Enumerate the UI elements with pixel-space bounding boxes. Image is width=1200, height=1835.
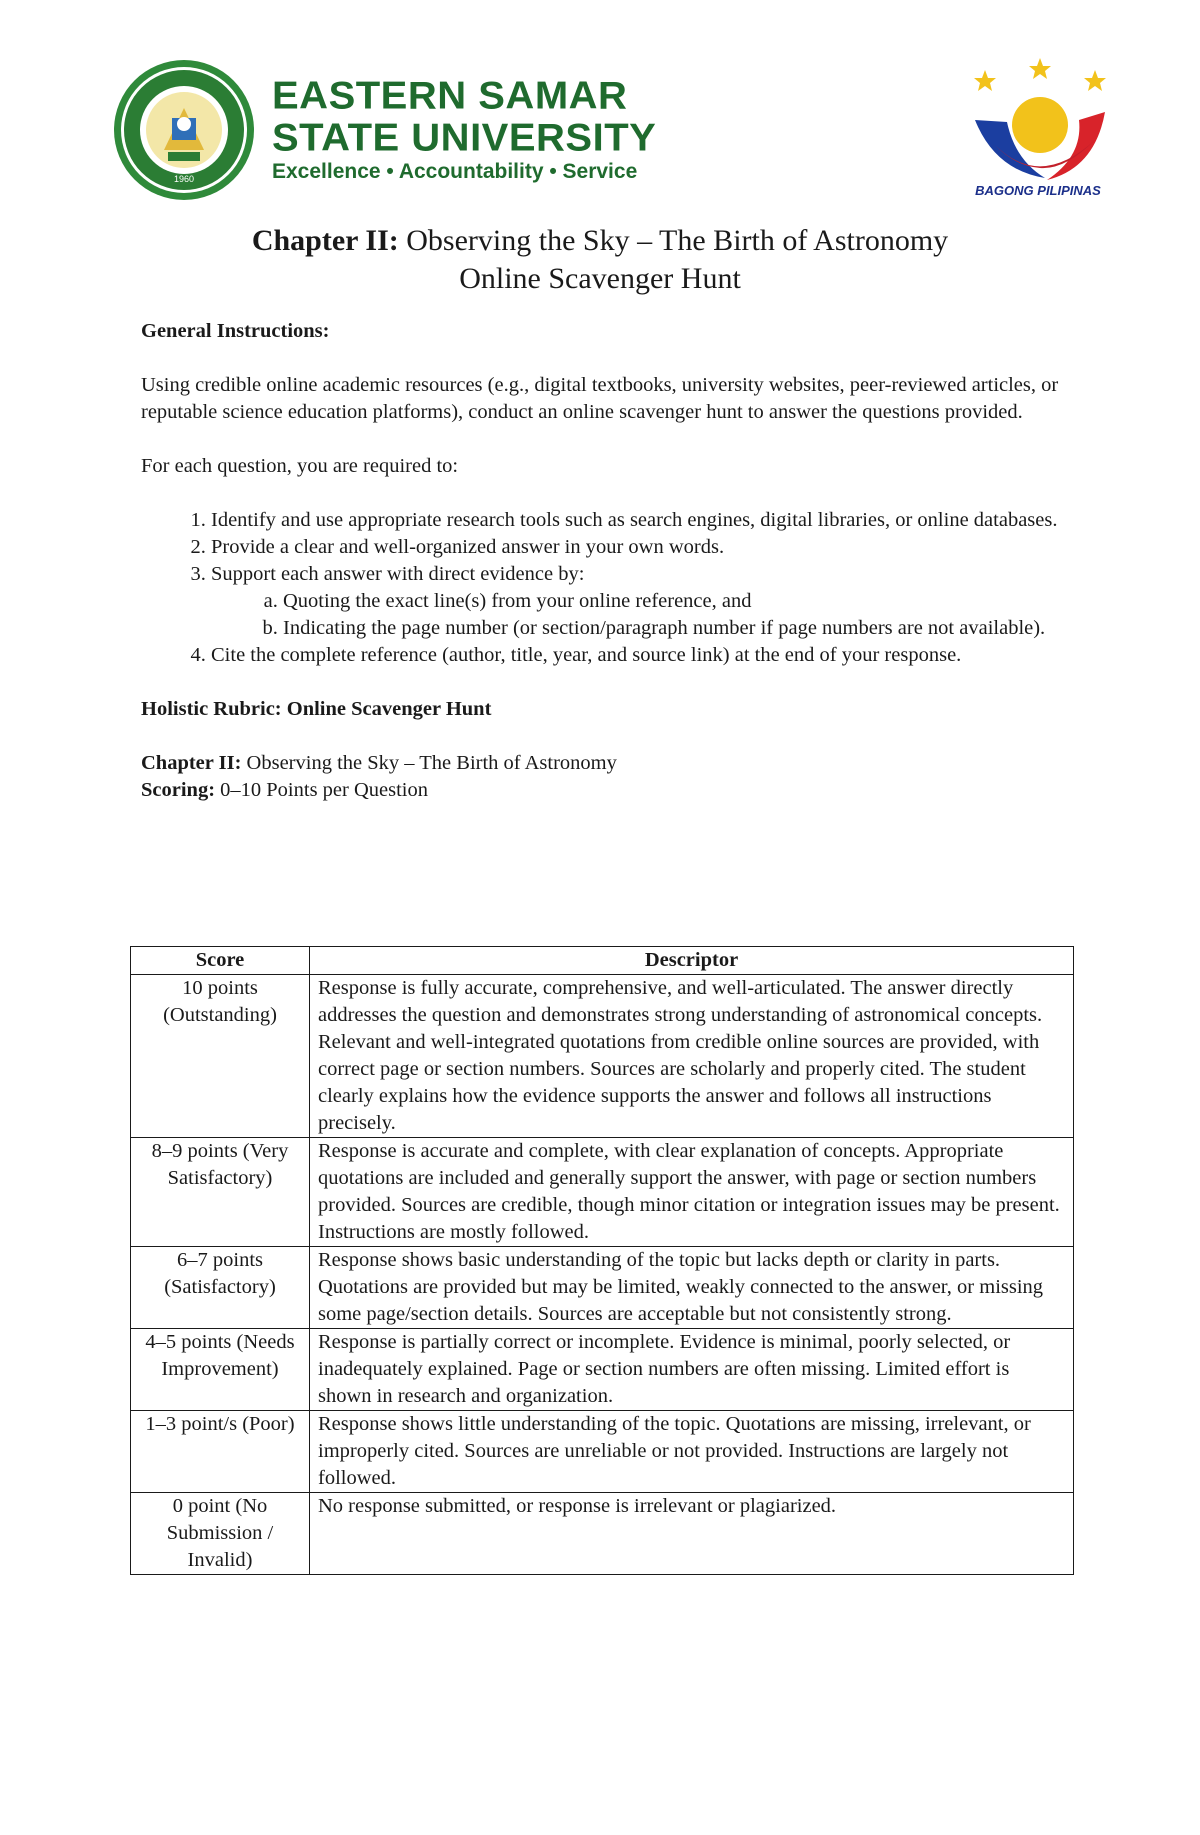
descriptor-cell: Response shows little understanding of the topic. Quotations are missing, irrelevant, or improperly cited. Sources are unreliable or not provided. Instructions are largely not followed. (310, 1411, 1074, 1493)
column-header-descriptor: Descriptor (310, 947, 1074, 975)
score-cell: 8–9 points (Very Satisfactory) (131, 1138, 310, 1247)
table-row (131, 1247, 1074, 1329)
list-subitem: a. Quoting the exact line(s) from your online reference, and (283, 588, 1071, 615)
score-cell: 4–5 points (Needs Improvement) (131, 1329, 310, 1411)
table-row (131, 1493, 1074, 1575)
list-item: 4. Cite the complete reference (author, title, year, and source link) at the end of your response. (211, 642, 1071, 669)
list-subitem: b. Indicating the page number (or section/paragraph number if page numbers are not available). (283, 615, 1071, 642)
bagong-pilipinas-text: BAGONG PILIPINAS (975, 183, 1101, 198)
descriptor-cell: Response shows basic understanding of the topic but lacks depth or clarity in parts. Quotations are provided but may be limited, weakly connected to the answer, or missing some page/section details. Sources are acceptable but not consistently strong. (310, 1247, 1074, 1329)
list-item: 1. Identify and use appropriate research tools such as search engines, digital libraries, or online databases. (211, 507, 1071, 534)
score-cell: 10 points (Outstanding) (131, 975, 310, 1138)
instructions-list (141, 507, 1071, 669)
university-name (272, 76, 656, 158)
list-item: 2. Provide a clear and well-organized answer in your own words. (211, 534, 1071, 561)
rubric-heading: Holistic Rubric: Online Scavenger Hunt (141, 698, 492, 720)
rubric-chapter: Chapter II: Observing the Sky – The Birth of Astronomy (141, 752, 617, 774)
seal-year: 1960 (173, 174, 195, 184)
title-chapter-label: Chapter II: (251, 224, 399, 257)
column-header-score: Score (131, 947, 310, 975)
table-row (131, 975, 1074, 1138)
instructions-heading: General Instructions: (141, 320, 330, 342)
title-chapter-name: Observing the Sky – The Birth of Astronomy (406, 224, 949, 257)
score-cell: 1–3 point/s (Poor) (131, 1411, 310, 1493)
descriptor-cell: Response is accurate and complete, with clear explanation of concepts. Appropriate quotations are included and generally support the answer, with page or section numbers provided. Sources are credible, though minor citation or integration issues may be present. Instructions are mostly followed. (310, 1138, 1074, 1247)
rubric-table (130, 946, 1074, 1575)
instructions-paragraph: Using credible online academic resources (e.g., digital textbooks, university websites, peer-reviewed articles, or reputable science education platforms), conduct an online scavenger hunt to answer the questions provided. (141, 374, 1059, 423)
table-row (131, 1411, 1074, 1493)
descriptor-cell: Response is partially correct or incomplete. Evidence is minimal, poorly selected, or inadequately explained. Page or section numbers are often missing. Limited effort is shown in research and organization. (310, 1329, 1074, 1411)
page-title (0, 222, 1200, 298)
score-cell: 0 point (No Submission / Invalid) (131, 1493, 310, 1575)
title-line1 (0, 222, 1200, 260)
table-row (131, 1329, 1074, 1411)
table-header-row (131, 947, 1074, 975)
bagong-pilipinas-logo-icon (955, 50, 1125, 200)
university-name-line2: STATE UNIVERSITY (272, 116, 657, 160)
university-name-line1: EASTERN SAMAR (272, 74, 628, 118)
evidence-sublist (211, 588, 1071, 642)
university-tagline: Excellence • Accountability • Service (272, 160, 638, 183)
score-cell: 6–7 points (Satisfactory) (131, 1247, 310, 1329)
table-row (131, 1138, 1074, 1247)
descriptor-cell: Response is fully accurate, comprehensive, and well-articulated. The answer directly addresses the question and demonstrates strong understanding of astronomical concepts. Relevant and well-integrated quotations from credible online sources are provided, with correct page or section numbers. Sources are scholarly and properly cited. The student clearly explains how the evidence supports the answer and follows all instructions precisely. (310, 975, 1074, 1138)
document-header (0, 0, 1200, 210)
instructions-section (141, 318, 1071, 804)
rubric-scoring: Scoring: 0–10 Points per Question (141, 779, 428, 801)
instructions-lead: For each question, you are required to: (141, 455, 459, 477)
university-seal-icon (112, 50, 297, 202)
title-subtitle: Online Scavenger Hunt (459, 262, 741, 295)
descriptor-cell: No response submitted, or response is irrelevant or plagiarized. (310, 1493, 1074, 1575)
list-item: 3. Support each answer with direct evidence by: a. Quoting the exact line(s) from your online reference, and b. Indicating the page number (or section/paragraph number if page numbers are not available). (211, 561, 1071, 642)
seal-text: EASTERN SAMAR STATE UNIVERSITY (112, 50, 297, 61)
